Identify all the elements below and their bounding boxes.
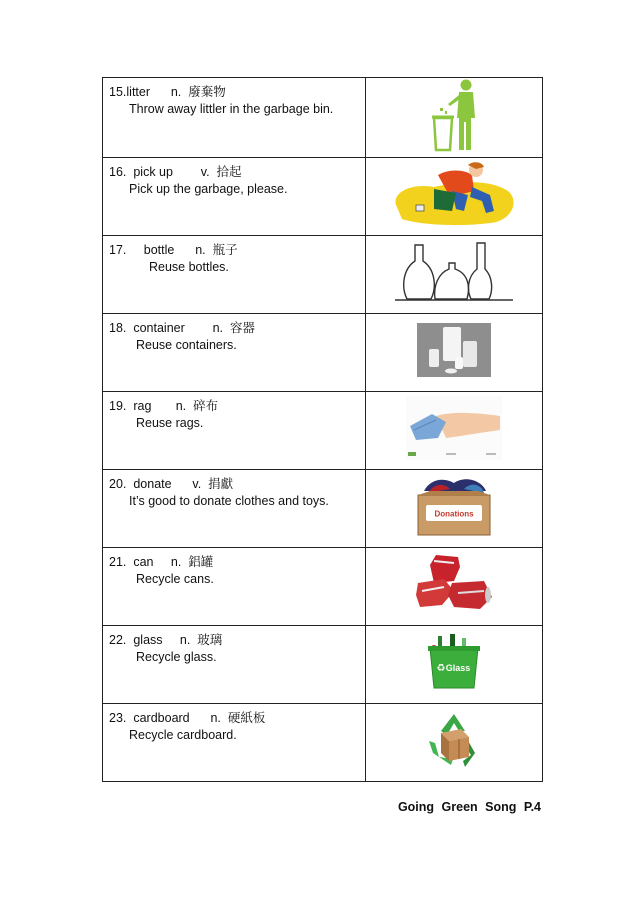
part-of-speech: n. [179, 633, 191, 647]
word-header [109, 708, 265, 726]
example-sentence: Throw away littler in the garbage bin. [129, 102, 334, 116]
picture-cell [366, 236, 543, 314]
table-row [103, 236, 543, 314]
word-header [109, 240, 238, 258]
part-of-speech: n. [175, 399, 187, 413]
picture-cell [366, 548, 543, 626]
entry-word: litter [126, 85, 151, 99]
chinese-meaning: 碎布 [193, 398, 219, 413]
table-row [103, 704, 543, 782]
chinese-meaning: 拾起 [216, 164, 242, 179]
part-of-speech: v. [192, 477, 202, 491]
crushed-cans-icon [414, 553, 494, 615]
glass-recycling-bin-icon [426, 634, 482, 690]
entry-number: 19. [109, 399, 127, 413]
entry-word: glass [133, 633, 163, 647]
example-sentence: Reuse bottles. [149, 260, 229, 274]
word-cell [103, 704, 366, 782]
entry-word: rag [133, 399, 152, 413]
word-cell [103, 236, 366, 314]
chinese-meaning: 捐獻 [208, 476, 234, 491]
chinese-meaning: 瓶子 [212, 242, 238, 257]
part-of-speech: n. [195, 243, 206, 257]
rag-hand-icon [406, 396, 502, 460]
word-cell [103, 392, 366, 470]
example-sentence: Recycle glass. [136, 650, 217, 664]
word-cell [103, 470, 366, 548]
entry-number: 21. [109, 555, 127, 569]
table-row [103, 78, 543, 158]
picture-cell [366, 470, 543, 548]
word-header [109, 318, 255, 336]
word-header [109, 552, 213, 570]
bottles-icon [393, 241, 515, 303]
footer-page-label: Going Green Song P.4 [397, 800, 541, 814]
example-sentence: Reuse rags. [136, 416, 204, 430]
table-row [103, 314, 543, 392]
chinese-meaning: 廢棄物 [188, 84, 226, 99]
person-throwing-litter-icon [424, 78, 484, 152]
entry-number: 16. [109, 165, 127, 179]
donation-box-label: Donations [434, 509, 474, 519]
containers-icon [417, 323, 491, 377]
donation-box-icon [414, 475, 494, 537]
table-row [103, 158, 543, 236]
picture-cell [366, 158, 543, 236]
word-cell [103, 158, 366, 236]
entry-word: cardboard [133, 711, 190, 725]
example-sentence: Pick up the garbage, please. [129, 182, 288, 196]
word-header [109, 396, 218, 414]
chinese-meaning: 容器 [229, 320, 255, 335]
entry-number: 17. [109, 243, 127, 257]
example-sentence: Recycle cardboard. [129, 728, 237, 742]
word-cell [103, 78, 366, 158]
table-row [103, 470, 543, 548]
picture-cell [366, 314, 543, 392]
part-of-speech: n. [210, 711, 221, 725]
picture-cell [366, 626, 543, 704]
table-row [103, 548, 543, 626]
word-cell [103, 314, 366, 392]
part-of-speech: n. [170, 555, 182, 569]
chinese-meaning: 鋁罐 [188, 554, 214, 569]
entry-word: container [133, 321, 185, 335]
entry-number: 18. [109, 321, 127, 335]
picking-up-garbage-icon [390, 161, 518, 227]
word-cell [103, 548, 366, 626]
recycle-icon: ♻ [436, 663, 446, 674]
entry-word: pick up [133, 165, 173, 179]
entry-word: donate [133, 477, 172, 491]
word-header [109, 474, 233, 492]
example-sentence: Recycle cans. [136, 572, 214, 586]
word-header [109, 630, 222, 648]
picture-cell [366, 392, 543, 470]
chinese-meaning: 玻璃 [197, 632, 223, 647]
chinese-meaning: 硬紙板 [227, 710, 266, 725]
example-sentence: Reuse containers. [136, 338, 237, 352]
word-cell [103, 626, 366, 704]
part-of-speech: v. [200, 165, 210, 179]
entry-word: bottle [143, 243, 175, 257]
picture-cell [366, 704, 543, 782]
entry-number: 15. [109, 85, 127, 99]
part-of-speech: n. [170, 85, 182, 99]
cardboard-recycle-icon [425, 711, 483, 769]
entry-number: 20. [109, 477, 127, 491]
entry-number: 23. [109, 711, 127, 725]
table-row [103, 392, 543, 470]
entry-number: 22. [109, 633, 127, 647]
entry-word: can [133, 555, 154, 569]
word-header [109, 82, 226, 100]
example-sentence: It’s good to donate clothes and toys. [129, 494, 329, 508]
glass-bin-label: Glass [445, 663, 471, 673]
word-header [109, 162, 242, 180]
vocabulary-table [102, 77, 543, 782]
picture-cell [366, 78, 543, 158]
part-of-speech: n. [212, 321, 224, 335]
table-row [103, 626, 543, 704]
